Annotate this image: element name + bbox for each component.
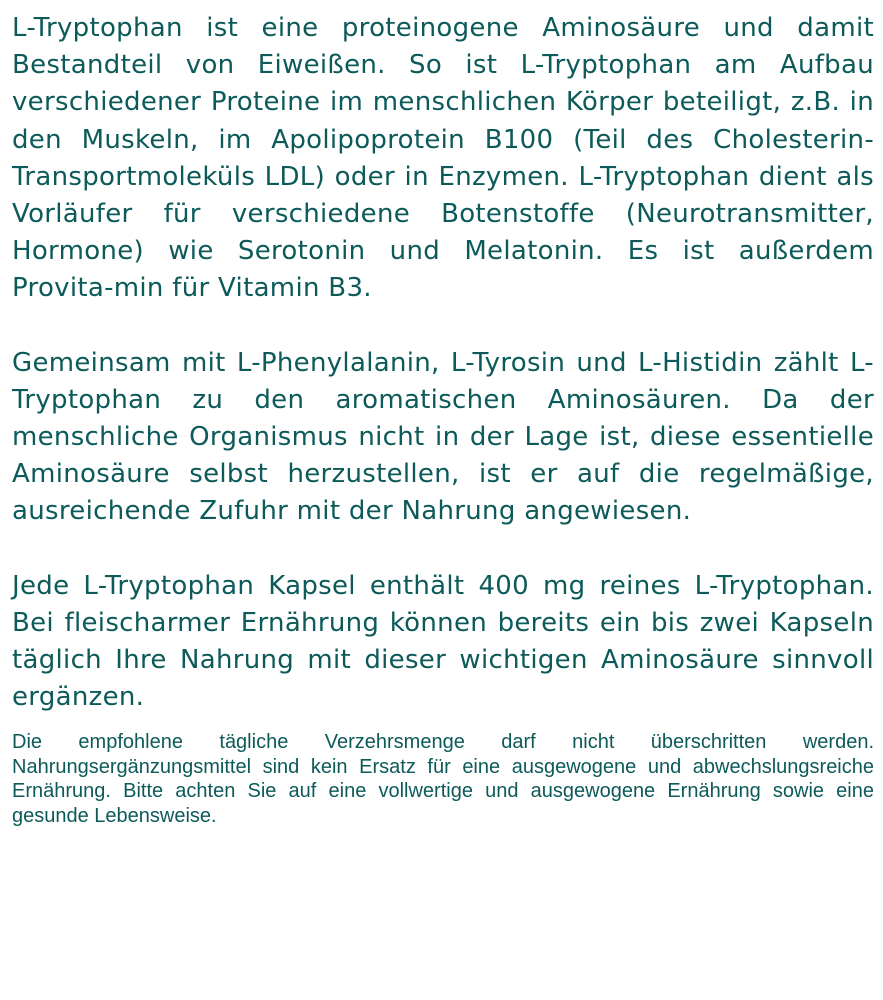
paragraph-aromatic-amino-acids: Gemeinsam mit L-Phenylalanin, L-Tyrosin und L-Histidin zählt L-Tryptophan zu den aromatischen Aminosäuren. Da der menschliche Organismus nicht in der Lage ist, diese essentielle Aminosäure selbst herzustellen, ist er auf die regelmäßige, ausreichende Zufuhr mit der Nahrung angewiesen. bbox=[12, 347, 874, 527]
product-description bbox=[12, 10, 874, 828]
paragraph-capsule-dosage: Jede L-Tryptophan Kapsel enthält 400 mg reines L-Tryptophan. Bei fleischarmer Ernährung können bereits ein bis zwei Kapseln täglich Ihre Nahrung mit dieser wichtigen Aminosäure sinnvoll ergänzen. bbox=[12, 570, 874, 713]
paragraph-intro: L-Tryptophan ist eine proteinogene Aminosäure und damit Bestandteil von Eiweißen. So ist L-Tryptophan am Aufbau verschiedener Proteine im menschlichen Körper beteiligt, z.B. in den Muskeln, im Apolipoprotein B100 (Teil des Cholesterin-Transportmoleküls LDL) oder in Enzymen. L-Tryptophan dient als Vorläufer für verschiedene Botenstoffe (Neurotransmitter, Hormone) wie Serotonin und Melatonin. Es ist außerdem Provita-min für Vitamin B3. bbox=[12, 13, 874, 304]
paragraph-spacer bbox=[12, 308, 874, 345]
disclaimer-note: Die empfohlene tägliche Verzehrsmenge darf nicht überschritten werden. Nahrungsergänzungsmittel sind kein Ersatz für eine ausgewogene und abwechslungsreiche Ernährung. Bitte achten Sie auf eine vollwertige und ausgewogene Ernährung sowie eine gesunde Lebensweise. bbox=[12, 731, 874, 827]
paragraph-spacer bbox=[12, 531, 874, 568]
